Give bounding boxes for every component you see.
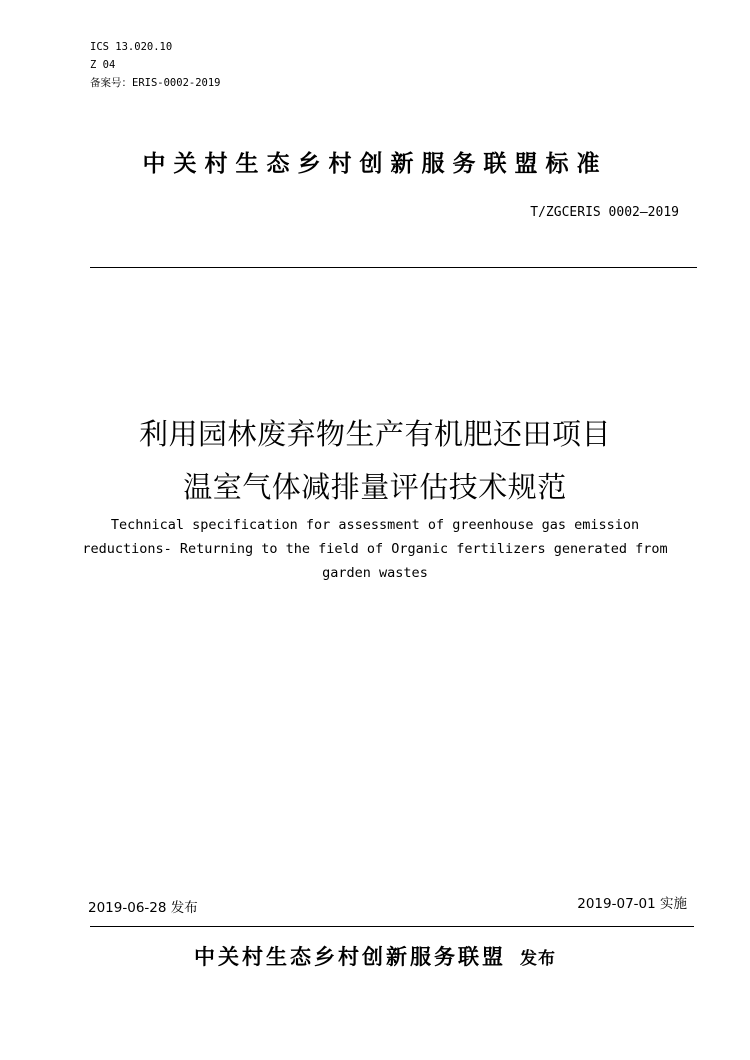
issuer — [0, 941, 750, 971]
title-en-line-1: Technical specification for assessment of greenhouse gas emission — [110, 517, 640, 533]
top-divider — [90, 267, 697, 268]
standard-code: T/ZGCERIS 0002—2019 — [530, 205, 679, 220]
title-en-line-3: garden wastes — [322, 565, 428, 581]
title-zh-line-2: 温室气体减排量评估技术规范 — [183, 470, 567, 504]
title-en-line-2: reductions- Returning to the field of Organic fertilizers generated from — [82, 541, 668, 557]
issuer-suffix: 发布 — [520, 949, 556, 969]
bottom-divider — [90, 926, 694, 927]
record-number: 备案号：ERIS-0002-2019 — [90, 77, 221, 89]
title-zh-line-1: 利用园林废弃物生产有机肥还田项目 — [138, 417, 611, 451]
ccs-code: Z 04 — [90, 59, 116, 71]
publish-date: 2019-06-28 发布 — [88, 900, 198, 916]
organization-standard-title: 中关村生态乡村创新服务联盟标准 — [142, 150, 608, 177]
ics-code: ICS 13.020.10 — [90, 41, 173, 53]
issuer-name: 中关村生态乡村创新服务联盟 — [194, 944, 506, 969]
implement-date: 2019-07-01 实施 — [577, 896, 687, 912]
